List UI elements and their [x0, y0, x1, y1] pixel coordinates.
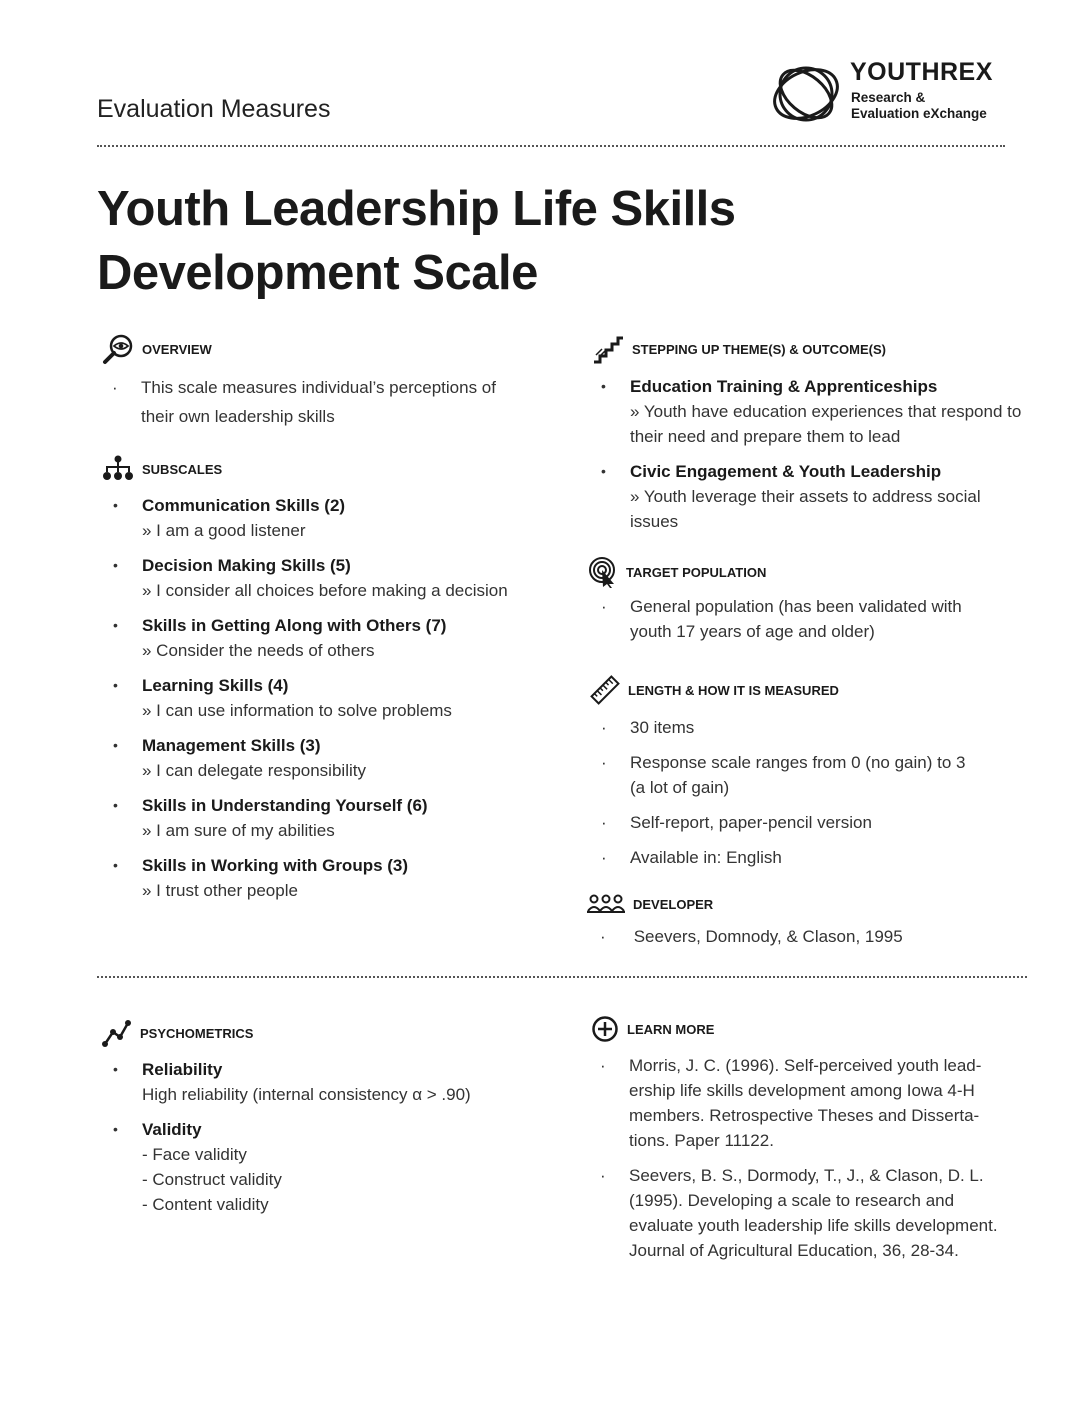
list-item: · 30 items	[630, 715, 1010, 740]
subscales-list	[142, 493, 522, 903]
list-item: · This scale measures individual’s perceptions of their own leadership skills	[141, 373, 521, 431]
psychometrics-section	[102, 1019, 522, 1217]
developer-section	[587, 894, 1007, 949]
stepping-up-heading	[592, 334, 1032, 364]
document-category-label: Evaluation Measures	[97, 95, 331, 123]
subscale-example: » I am a good listener	[142, 521, 306, 540]
list-item: · Seevers, Domnody, & Clason, 1995	[629, 924, 1007, 949]
validity-item: - Construct validity	[142, 1170, 282, 1189]
magnifier-eye-icon	[102, 333, 134, 365]
learn-more-list	[629, 1053, 1011, 1263]
theme-title: • Education Training & Apprenticeships	[630, 377, 938, 396]
learn-more-heading-text: LEARN MORE	[627, 1021, 715, 1037]
subscale-example: » I can use information to solve problems	[142, 701, 452, 720]
list-item	[142, 553, 522, 603]
reliability-text: High reliability (internal consistency α > .90)	[142, 1085, 471, 1104]
subscale-title: • Skills in Understanding Yourself (6)	[142, 796, 428, 815]
target-population-heading-text: TARGET POPULATION	[626, 564, 767, 580]
length-heading-text: LENGTH & HOW IT IS MEASURED	[628, 682, 839, 698]
reference-item: · Morris, J. C. (1996). Self-perceived youth lead-ership life skills development among Iowa 4-H members. Retrospective Theses and Disserta-tions. Paper 11122.	[629, 1053, 1014, 1153]
plus-circle-icon	[591, 1015, 619, 1043]
target-click-icon	[588, 556, 618, 588]
stairs-icon	[592, 334, 624, 364]
length-section	[590, 675, 1010, 870]
stepping-up-heading-text: STEPPING UP THEME(S) & OUTCOME(S)	[632, 341, 886, 357]
subscale-title: • Communication Skills (2)	[142, 496, 346, 515]
reliability-title: • Reliability	[142, 1060, 223, 1079]
target-population-heading	[588, 556, 1008, 588]
learn-more-section	[591, 1015, 1011, 1263]
stepping-up-list	[630, 374, 1032, 534]
list-item	[142, 733, 522, 783]
list-item	[142, 793, 522, 843]
list-item	[630, 459, 1000, 534]
subscale-title: • Skills in Getting Along with Others (7)	[142, 616, 447, 635]
youthrex-logo	[768, 58, 1008, 130]
stepping-up-section	[592, 334, 1032, 534]
validity-item: - Content validity	[142, 1195, 269, 1214]
list-item	[142, 493, 522, 543]
overview-section	[102, 333, 522, 431]
target-population-section	[588, 556, 1008, 644]
section-divider	[97, 976, 1027, 978]
psychometrics-list	[142, 1057, 522, 1217]
list-item: · Response scale ranges from 0 (no gain) to 3 (a lot of gain)	[630, 750, 980, 800]
list-item	[142, 673, 522, 723]
target-population-list	[630, 594, 1008, 644]
logo-subtitle-line1: Research &	[851, 90, 926, 105]
validity-title: • Validity	[142, 1120, 202, 1139]
header-divider	[97, 145, 1005, 147]
list-item: · General population (has been validated with youth 17 years of age and older)	[630, 594, 990, 644]
subscale-example: » I trust other people	[142, 881, 298, 900]
length-list	[630, 715, 1010, 870]
subscale-example: » I can delegate responsibility	[142, 761, 366, 780]
ruler-icon	[590, 675, 620, 705]
list-item	[142, 613, 522, 663]
title-line1: Youth Leadership Life Skills	[97, 182, 736, 236]
subscale-example: » I am sure of my abilities	[142, 821, 335, 840]
developer-heading	[587, 894, 1007, 914]
page-title	[97, 177, 736, 305]
learn-more-heading	[591, 1015, 1011, 1043]
logo-subtitle	[851, 90, 987, 122]
list-item: · Available in: English	[630, 845, 1010, 870]
subscale-title: • Learning Skills (4)	[142, 676, 289, 695]
list-item	[630, 374, 1030, 449]
people-group-icon	[587, 894, 625, 914]
psychometrics-heading-text: PSYCHOMETRICS	[140, 1025, 254, 1041]
overview-heading-text: OVERVIEW	[142, 341, 212, 357]
developer-heading-text: DEVELOPER	[633, 896, 714, 912]
developer-list	[629, 924, 1007, 949]
subscale-example: » I consider all choices before making a decision	[142, 581, 508, 600]
overview-list	[141, 373, 522, 431]
theme-title: • Civic Engagement & Youth Leadership	[630, 462, 942, 481]
overview-heading	[102, 333, 522, 365]
list-item: · Self-report, paper-pencil version	[630, 810, 1010, 835]
subscales-heading-text: SUBSCALES	[142, 461, 223, 477]
subscales-heading	[102, 455, 522, 483]
subscale-title: • Management Skills (3)	[142, 736, 321, 755]
reference-item: · Seevers, B. S., Dormody, T., J., & Clason, D. L. (1995). Developing a scale to research and evaluate youth leadership life skills development. Journal of Agricultural Education, 36, 28-34.	[629, 1163, 1014, 1263]
hierarchy-icon	[102, 455, 134, 483]
list-item	[142, 1117, 522, 1217]
length-heading	[590, 675, 1010, 705]
subscale-title: • Skills in Working with Groups (3)	[142, 856, 409, 875]
orbit-globe-icon	[768, 58, 844, 130]
logo-name: YOUTHREX	[850, 58, 993, 86]
validity-item: - Face validity	[142, 1145, 247, 1164]
logo-subtitle-line2: Evaluation eXchange	[851, 106, 987, 121]
subscale-title: • Decision Making Skills (5)	[142, 556, 351, 575]
list-item	[142, 1057, 522, 1107]
title-line2: Development Scale	[97, 246, 538, 300]
line-graph-icon	[102, 1019, 132, 1047]
subscale-example: » Consider the needs of others	[142, 641, 375, 660]
list-item	[142, 853, 522, 903]
theme-outcome: » Youth have education experiences that respond to their need and prepare them to lead	[630, 402, 1022, 446]
subscales-section	[102, 455, 522, 913]
psychometrics-heading	[102, 1019, 522, 1047]
theme-outcome: » Youth leverage their assets to address social issues	[630, 487, 981, 531]
